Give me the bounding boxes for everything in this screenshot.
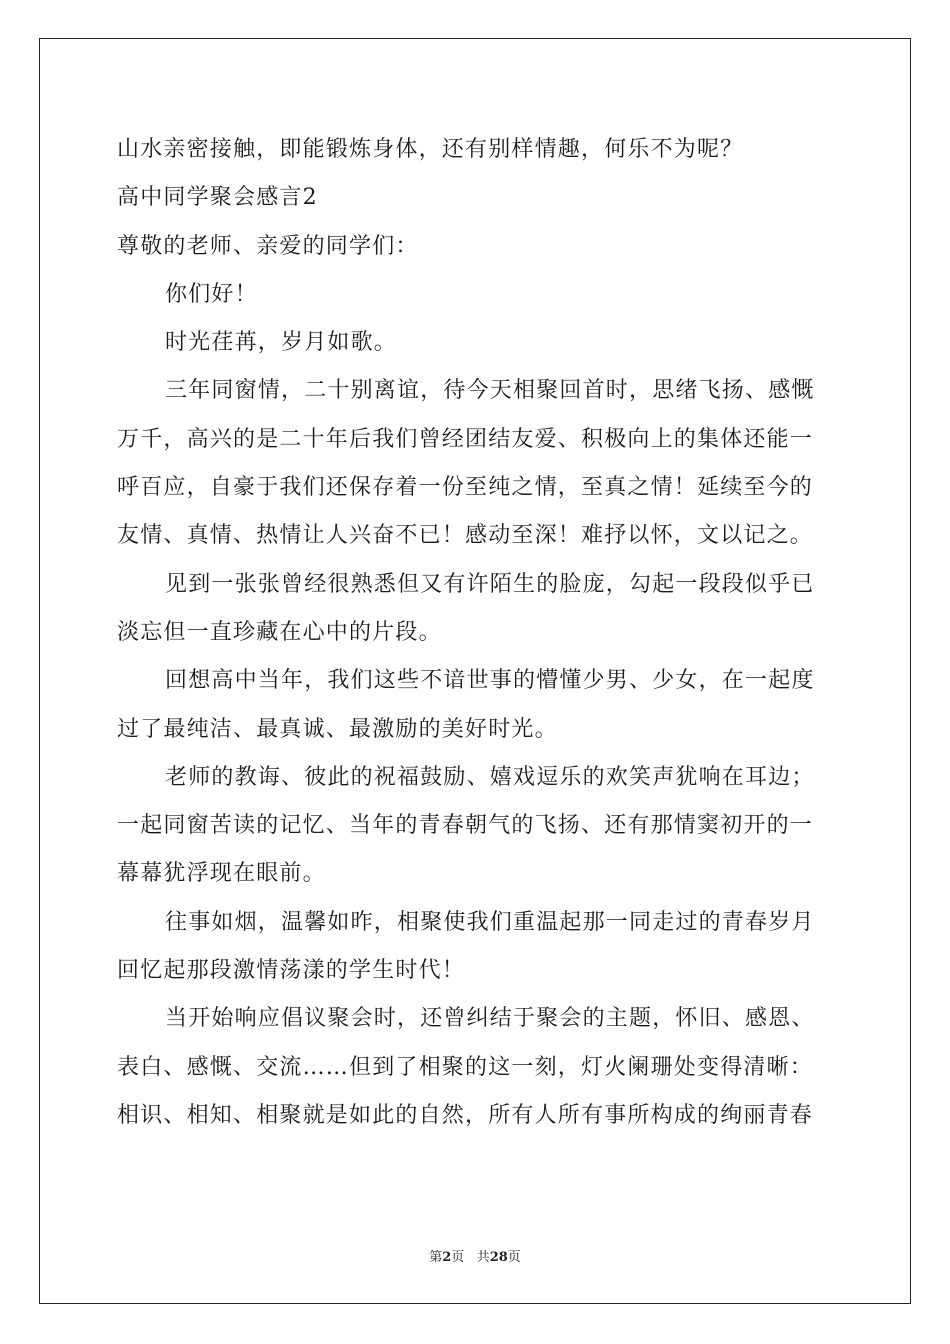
text-line: 当开始响应倡议聚会时，还曾纠结于聚会的主题，怀旧、感恩、 [165, 1006, 815, 1032]
text-line: 老师的教诲、彼此的祝福鼓励、嬉戏逗乐的欢笑声犹响在耳边； [165, 764, 815, 790]
text-line: 万千，高兴的是二十年后我们曾经团结友爱、积极向上的集体还能一 [117, 426, 814, 452]
page-footer [0, 1246, 950, 1265]
document-body [117, 126, 837, 1140]
section-heading: 高中同学聚会感言2 [117, 185, 318, 211]
text-line: 见到一张张曾经很熟悉但又有许陌生的脸庞，勾起一段段似乎已 [165, 571, 815, 597]
text-line: 三年同窗情，二十别离谊，待今天相聚回首时，思绪飞扬、感慨 [165, 378, 815, 404]
text-line: 呼百应，自豪于我们还保存着一份至纯之情，至真之情！延续至今的 [117, 475, 814, 501]
text-line: 幕幕犹浮现在眼前。 [117, 861, 326, 887]
text-line: 山水亲密接触，即能锻炼身体，还有别样情趣，何乐不为呢？ [117, 137, 744, 162]
total-pages: 28 [489, 1250, 508, 1265]
page-prefix: 第 [429, 1250, 443, 1265]
text-line: 相识、相知、相聚就是如此的自然，所有人所有事所构成的绚丽青春 [117, 1102, 814, 1128]
page-number: 2 [442, 1250, 452, 1265]
greeting: 你们好！ [165, 281, 258, 307]
salutation: 尊敬的老师、亲爱的同学们： [117, 233, 419, 259]
text-line: 一起同窗苦读的记忆、当年的青春朝气的飞扬、还有那情窦初开的一 [117, 813, 814, 839]
page-suffix: 页 [451, 1250, 465, 1265]
total-suffix: 页 [507, 1250, 521, 1265]
total-prefix: 共 [476, 1250, 490, 1265]
text-line: 表白、感慨、交流……但到了相聚的这一刻，灯火阑珊处变得清晰： [117, 1054, 814, 1080]
text-line: 友情、真情、热情让人兴奋不已！感动至深！难抒以怀，文以记之。 [117, 523, 814, 549]
text-line: 回忆起那段激情荡漾的学生时代！ [117, 958, 466, 984]
text-line: 淡忘但一直珍藏在心中的片段。 [117, 619, 442, 645]
text-line: 过了最纯洁、最真诚、最激励的美好时光。 [117, 716, 558, 742]
text-line: 时光荏苒，岁月如歌。 [165, 330, 398, 356]
text-line: 往事如烟，温馨如昨，相聚使我们重温起那一同走过的青春岁月 [165, 909, 815, 935]
text-line: 回想高中当年，我们这些不谙世事的懵懂少男、少女，在一起度 [165, 668, 815, 694]
